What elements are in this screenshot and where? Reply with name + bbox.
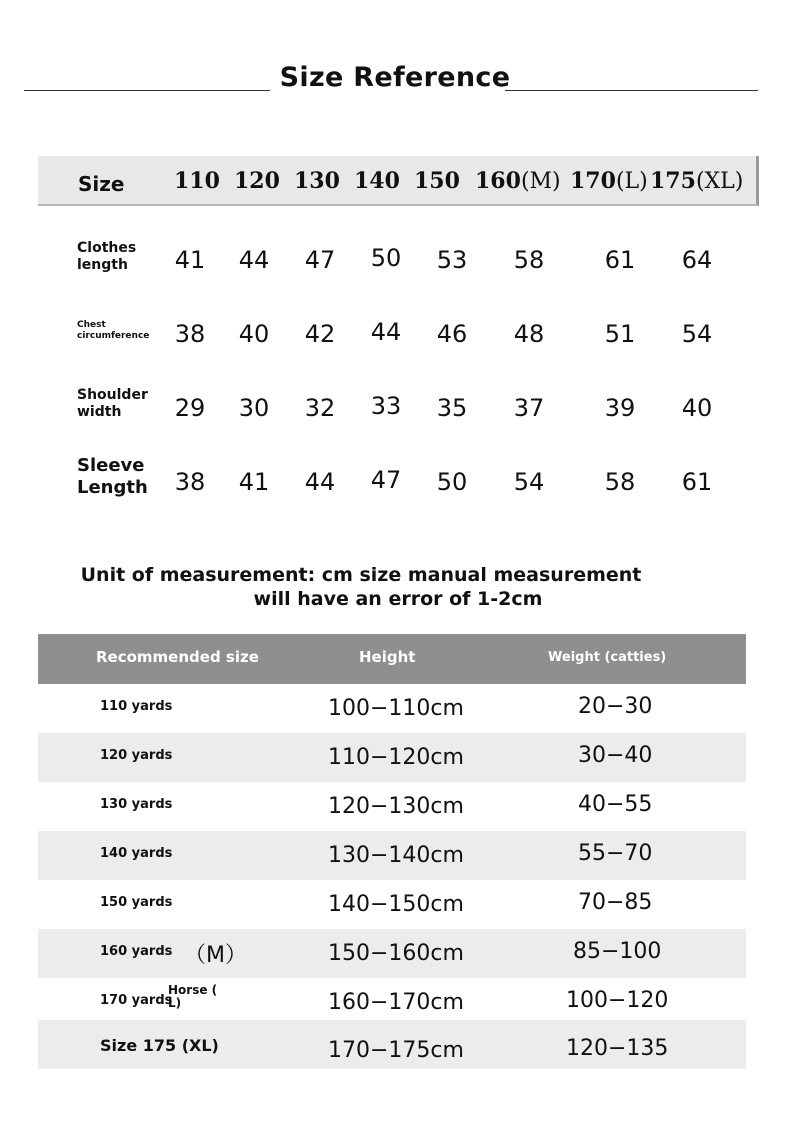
size-value-cell: 54 — [681, 320, 713, 348]
recommend-weight: 100−120 — [566, 988, 669, 1013]
size-value-cell: 50 — [436, 468, 468, 496]
size-header-170: 170(L) — [570, 168, 648, 194]
row-label-chest-circumference: Chest circumference — [77, 320, 150, 341]
measurement-note-line2: will have an error of 1-2cm — [253, 588, 543, 610]
recommend-size: 130 yards — [100, 797, 173, 812]
recommend-row — [38, 831, 746, 880]
recommend-height: 160−170cm — [328, 990, 464, 1015]
size-value-cell: 32 — [304, 394, 336, 422]
size-header-150: 150 — [414, 168, 460, 194]
recommend-row — [38, 782, 746, 831]
size-header-label: Size — [78, 172, 125, 196]
recommend-height: 120−130cm — [328, 794, 464, 819]
size-value-cell: 47 — [304, 246, 336, 274]
size-value-cell: 54 — [513, 468, 545, 496]
size-value-cell: 39 — [604, 394, 636, 422]
recommend-weight: 55−70 — [578, 841, 653, 866]
recommend-height: 130−140cm — [328, 843, 464, 868]
row-label-shoulder-width: Shoulder width — [77, 387, 148, 420]
size-header-140: 140 — [354, 168, 400, 194]
size-value-cell: 48 — [513, 320, 545, 348]
recommend-row — [38, 733, 746, 782]
recommend-size-extra: （M） — [184, 943, 247, 968]
size-value-cell: 44 — [370, 318, 402, 346]
recommend-row — [38, 929, 746, 978]
page-title: Size Reference — [279, 62, 511, 93]
size-value-cell: 29 — [174, 394, 206, 422]
size-value-cell: 37 — [513, 394, 545, 422]
size-value-cell: 51 — [604, 320, 636, 348]
row-label-sleeve-length: Sleeve Length — [77, 455, 148, 498]
recommend-size: 150 yards — [100, 895, 173, 910]
size-header-160: 160(M) — [475, 168, 561, 194]
recommend-weight: 120−135 — [566, 1036, 669, 1061]
recommend-row — [38, 1020, 746, 1069]
recommend-size: Size 175 (XL) — [100, 1036, 219, 1055]
recommend-size: 120 yards — [100, 748, 173, 763]
size-header-175: 175(XL) — [650, 168, 744, 194]
recommend-height: 150−160cm — [328, 941, 464, 966]
recommend-weight: 40−55 — [578, 792, 653, 817]
size-header-130: 130 — [294, 168, 340, 194]
recommend-weight: 70−85 — [578, 890, 653, 915]
recommend-height: 110−120cm — [328, 745, 464, 770]
size-value-cell: 40 — [681, 394, 713, 422]
size-value-cell: 53 — [436, 246, 468, 274]
recommend-size: 170 yards — [100, 993, 173, 1008]
size-value-cell: 61 — [681, 468, 713, 496]
recommend-weight: 20−30 — [578, 694, 653, 719]
recommend-height: 140−150cm — [328, 892, 464, 917]
recommend-header — [38, 634, 746, 684]
size-value-cell: 58 — [604, 468, 636, 496]
recommend-header-weight: Weight (catties) — [548, 650, 667, 665]
size-value-cell: 64 — [681, 246, 713, 274]
size-value-cell: 42 — [304, 320, 336, 348]
size-value-cell: 61 — [604, 246, 636, 274]
size-value-cell: 46 — [436, 320, 468, 348]
recommend-size: 160 yards — [100, 944, 173, 959]
row-label-clothes-length: Clothes length — [77, 240, 137, 273]
recommend-header-size: Recommended size — [96, 648, 259, 666]
size-header-110: 110 — [174, 168, 220, 194]
size-value-cell: 38 — [174, 320, 206, 348]
size-value-cell: 50 — [370, 244, 402, 272]
size-value-cell: 41 — [238, 468, 270, 496]
measurement-note-line1: Unit of measurement: cm size manual measurement — [80, 564, 642, 586]
recommend-size-extra: Horse ( L) — [168, 983, 218, 1010]
recommend-height: 170−175cm — [328, 1038, 464, 1063]
recommend-row — [38, 880, 746, 929]
recommend-header-height: Height — [359, 648, 416, 666]
size-value-cell: 41 — [174, 246, 206, 274]
size-value-cell: 33 — [370, 392, 402, 420]
recommend-size: 110 yards — [100, 699, 173, 714]
size-value-cell: 35 — [436, 394, 468, 422]
measurement-note — [0, 563, 722, 611]
size-value-cell: 40 — [238, 320, 270, 348]
size-header-120: 120 — [234, 168, 280, 194]
recommend-height: 100−110cm — [328, 696, 464, 721]
size-value-cell: 30 — [238, 394, 270, 422]
recommend-weight: 85−100 — [573, 939, 662, 964]
recommend-size: 140 yards — [100, 846, 173, 861]
size-value-cell: 44 — [304, 468, 336, 496]
size-value-cell: 47 — [370, 466, 402, 494]
size-value-cell: 58 — [513, 246, 545, 274]
recommend-weight: 30−40 — [578, 743, 653, 768]
size-value-cell: 38 — [174, 468, 206, 496]
recommend-row — [38, 684, 746, 733]
size-value-cell: 44 — [238, 246, 270, 274]
